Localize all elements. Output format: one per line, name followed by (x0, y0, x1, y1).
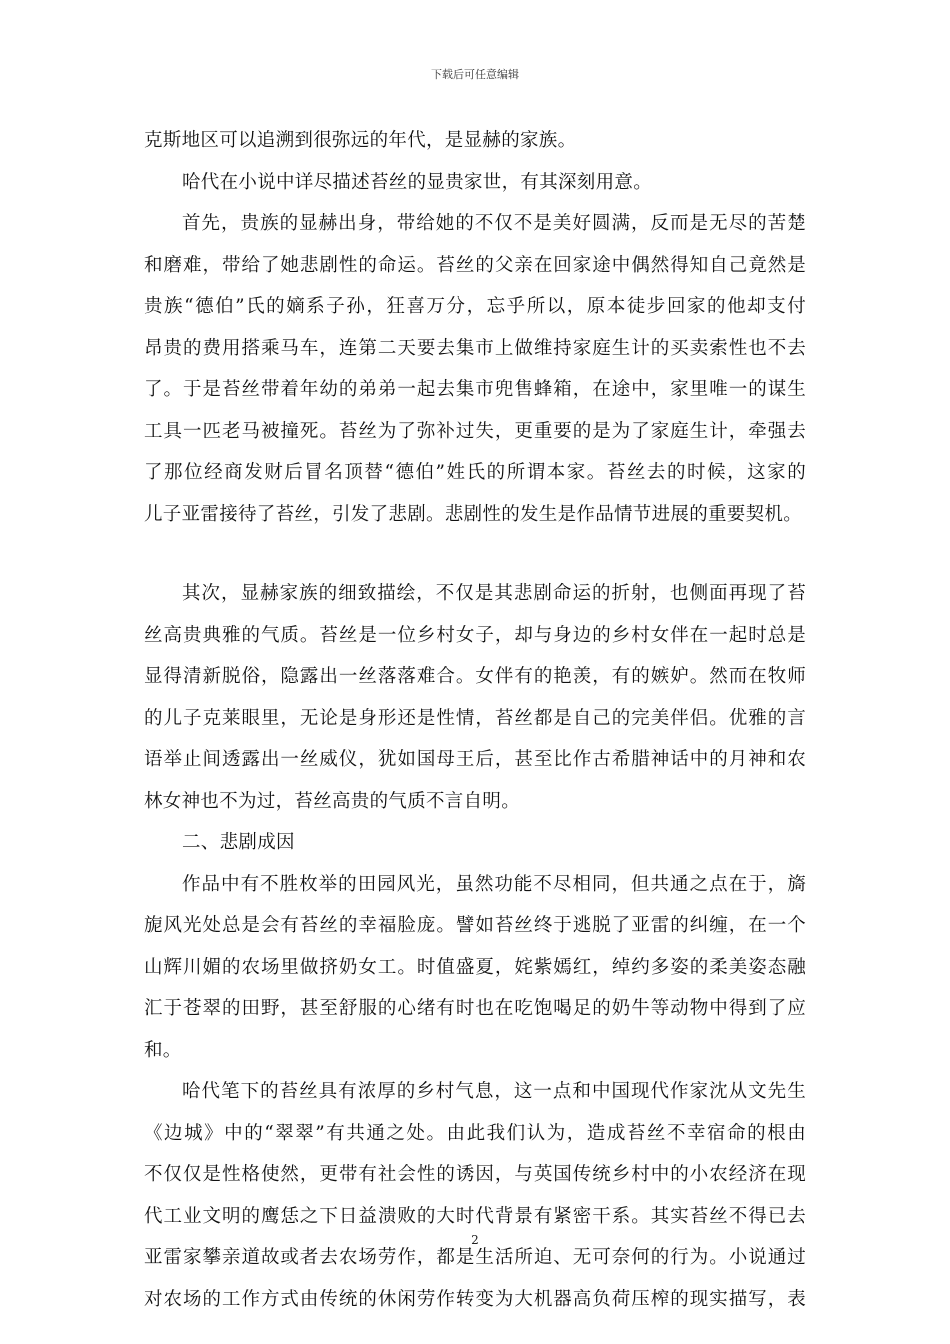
page-header: 下载后可任意编辑 (431, 68, 519, 81)
text-line: 昂贵的费用搭乘马车，连第二天要去集市上做维持家庭生计的买卖索性也不去 (144, 337, 806, 359)
text-line: 克斯地区可以追溯到很弥远的年代，是显赫的家族。 (144, 130, 577, 151)
text-line: 儿子亚雷接待了苔丝，引发了悲剧。悲剧性的发生是作品情节进展的重要契机。 (144, 503, 803, 525)
paragraph-gap (144, 535, 806, 573)
text-line: 首先，贵族的显赫出身，带给她的不仅不是美好圆满，反而是无尽的苦楚 (182, 213, 806, 234)
text-line: 作品中有不胜枚举的田园风光，虽然功能不尽相同，但共通之点在于，旖 (182, 873, 806, 895)
text-line: 代工业文明的鹰恁之下日益溃败的大时代背景有紧密干系。其实苔丝不得已去 (144, 1205, 806, 1227)
text-line: 语举止间透露出一丝威仪，犹如国母王后，甚至比作古希腊神话中的月神和农 (144, 749, 806, 770)
text-line: 其次，显赫家族的细致描绘，不仅是其悲剧命运的折射，也侧面再现了苔 (182, 583, 806, 604)
text-line: 《边城》中的“翠翠”有共通之处。由此我们认为，造成苔丝不幸宿命的根由 (144, 1122, 806, 1144)
text-line: 林女神也不为过，苔丝高贵的气质不言自明。 (144, 790, 521, 812)
text-line: 了。于是苔丝带着年幼的弟弟一起去集市兜售蜂箱，在途中，家里唯一的谋生 (144, 379, 806, 400)
section-heading: 二、悲剧成因 (182, 832, 295, 853)
text-line: 山辉川媚的农场里做挤奶女工。时值盛夏，姹紫嫣红，绰约多姿的柔美姿态融 (144, 956, 806, 978)
text-line: 不仅仅是性格使然，更带有社会性的诱因，与英国传统乡村中的小农经济在现 (144, 1164, 806, 1185)
text-line: 了那位经商发财后冒名顶替“德伯”姓氏的所谓本家。苔丝去的时候，这家的 (144, 462, 806, 483)
text-line: 旎风光处总是会有苔丝的幸福脸庞。譬如苔丝终于逃脱了亚雷的纠缠，在一个 (144, 915, 806, 936)
text-line: 哈代笔下的苔丝具有浓厚的乡村气息，这一点和中国现代作家沈从文先生 (182, 1081, 806, 1102)
text-line: 和磨难，带给了她悲剧性的命运。苔丝的父亲在回家途中偶然得知自己竟然是 (144, 254, 806, 276)
text-line: 汇于苍翠的田野，甚至舒服的心绪有时也在吃饱喝足的奶牛等动物中得到了应 (144, 998, 806, 1019)
text-line: 对农场的工作方式由传统的休闲劳作转变为大机器高负荷压榨的现实描写，表 (144, 1288, 806, 1310)
document-body (144, 120, 806, 1320)
text-line: 丝高贵典雅的气质。苔丝是一位乡村女子，却与身边的乡村女伴在一起时总是 (144, 624, 806, 646)
text-line: 贵族“德伯”氏的嫡系子孙，狂喜万分，忘乎所以，原本徒步回家的他却支付 (144, 296, 806, 317)
page-number: 2 (471, 1233, 479, 1247)
text-line: 工具一匹老马被撞死。苔丝为了弥补过失，更重要的是为了家庭生计，牵强去 (144, 420, 806, 442)
text-line: 和。 (144, 1039, 182, 1061)
text-line: 亚雷家攀亲道故或者去农场劳作，都是生活所迫、无可奈何的行为。小说通过 (144, 1247, 806, 1268)
text-line: 的儿子克莱眼里，无论是身形还是性情，苔丝都是自己的完美伴侣。优雅的言 (144, 707, 806, 729)
text-line: 显得清新脱俗，隐露出一丝落落难合。女伴有的艳羡，有的嫉妒。然而在牧师 (144, 666, 806, 687)
text-line: 哈代在小说中详尽描述苔丝的显贵家世，有其深刻用意。 (182, 171, 653, 193)
